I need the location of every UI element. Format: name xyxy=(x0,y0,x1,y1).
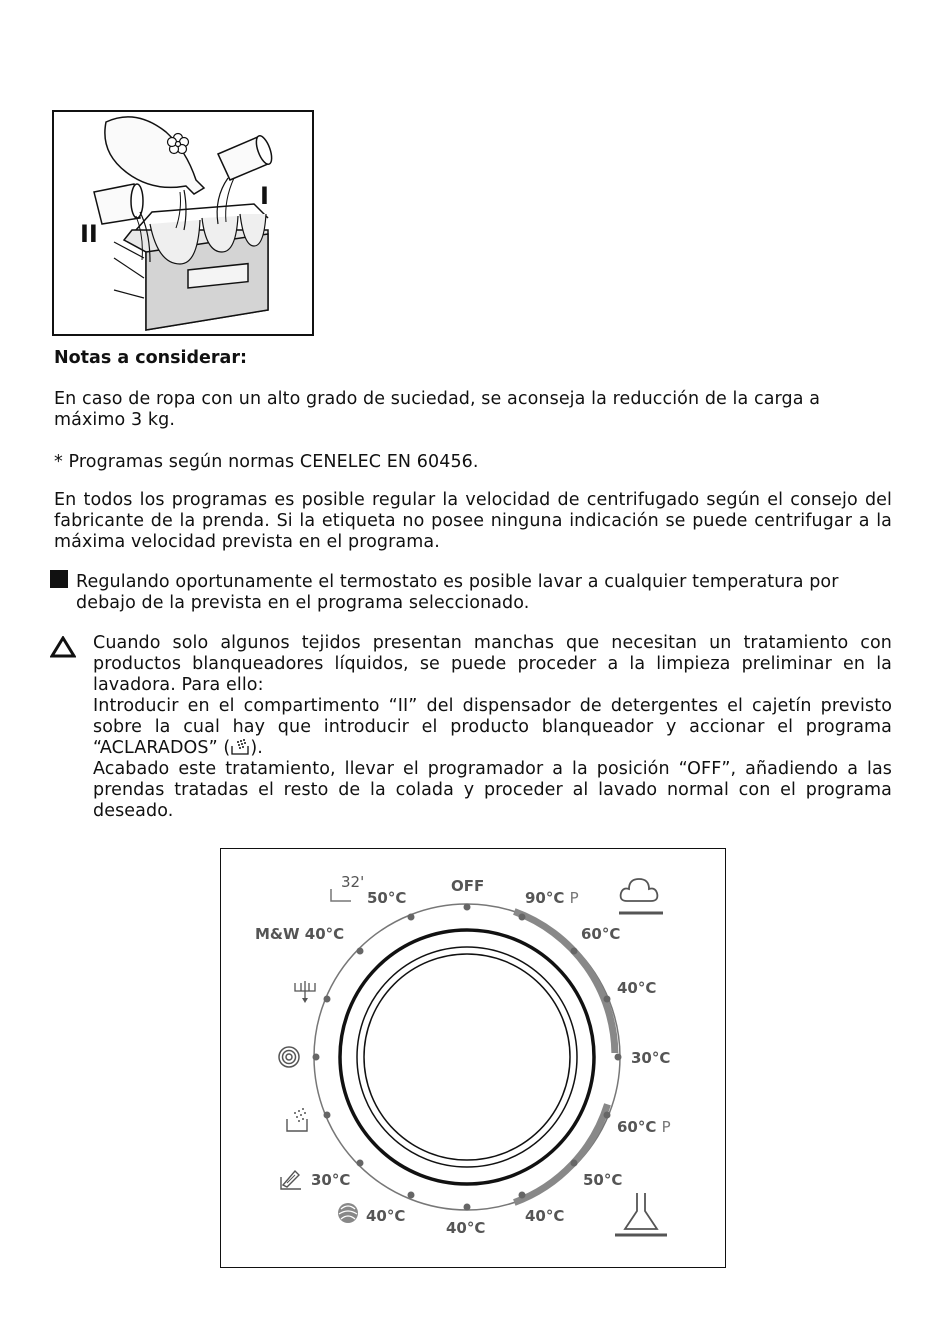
dot-drain xyxy=(324,996,331,1003)
note-paragraph-5 xyxy=(93,633,892,822)
drain-icon xyxy=(295,981,315,1003)
label-50c-quick: 50°C xyxy=(367,889,407,907)
dot-30b xyxy=(357,1160,364,1167)
spin-icon xyxy=(279,1047,299,1067)
dot-40a xyxy=(604,996,611,1003)
dot-50a xyxy=(408,914,415,921)
label-32-min: 32' xyxy=(341,873,365,891)
label-50c-synthetic: 50°C xyxy=(583,1171,623,1189)
note-paragraph-2: * Programas según normas CENELEC EN 60456. xyxy=(54,452,479,472)
note-paragraph-3: En todos los programas es posible regular la velocidad de centrifugado según el consejo del fabricante de la prenda. Si la etiqueta no posee ninguna indicación se puede centrifugar a la máxima velocidad prevista en el programa. xyxy=(54,490,892,552)
label-90c-temp: 90°C xyxy=(525,889,565,907)
dial-position-dots xyxy=(313,904,622,1211)
dot-off xyxy=(464,904,471,911)
dot-30a xyxy=(615,1054,622,1061)
label-mw-40c: M&W 40°C xyxy=(255,925,345,943)
wool-icon xyxy=(338,1203,358,1223)
note-paragraph-5c: Acabado este tratamiento, llevar el programador a la posición “OFF”, añadiendo a las prendas tratadas el resto de la colada y proceder al lavado normal con el programa deseado. xyxy=(93,759,892,821)
dispenser-illustration xyxy=(52,110,314,336)
note-paragraph-1: En caso de ropa con un alto grado de suciedad, se aconseja la reducción de la carga a máximo 3 kg. xyxy=(54,389,821,430)
label-60c-p-temp: 60°C xyxy=(617,1118,657,1136)
dot-40b xyxy=(519,1192,526,1199)
label-40c-synthetic: 40°C xyxy=(525,1207,565,1225)
dot-50b xyxy=(571,1160,578,1167)
black-square-icon xyxy=(50,570,68,588)
delicate-hand-icon xyxy=(281,1171,301,1189)
note-paragraph-5b xyxy=(93,696,892,759)
label-60c-p xyxy=(617,1118,671,1136)
dot-90 xyxy=(519,914,526,921)
compartment-II-label: II xyxy=(80,220,98,248)
label-60c-p-mark: P xyxy=(661,1118,671,1136)
rinse-icon xyxy=(287,1108,307,1131)
dot-delicate xyxy=(324,1112,331,1119)
dot-60p xyxy=(604,1112,611,1119)
label-40c-cotton: 40°C xyxy=(617,979,657,997)
dot-40c xyxy=(464,1204,471,1211)
note-paragraph-4: Regulando oportunamente el termostato es posible lavar a cualquier temperatura por debajo de la prevista en el programa seleccionado. xyxy=(76,572,839,613)
label-90c xyxy=(525,889,579,907)
program-dial-panel xyxy=(220,848,726,1268)
label-40c-bottom: 40°C xyxy=(446,1219,486,1237)
warning-triangle-icon xyxy=(50,636,76,658)
compartment-I-label: I xyxy=(260,182,269,210)
label-40c-wool: 40°C xyxy=(366,1207,406,1225)
dot-mw xyxy=(357,948,364,955)
rinse-icon xyxy=(230,738,250,756)
notes-heading: Notas a considerar: xyxy=(54,348,247,368)
label-30c-delicate: 30°C xyxy=(311,1171,351,1189)
note-paragraph-5b-text: Introducir en el compartimento “II” del dispensador de detergentes el cajetín previsto sobre la cual hay que introducir el producto blanqueador y accionar el programa “ACLARADOS” ( xyxy=(93,696,892,758)
dot-40d xyxy=(408,1192,415,1199)
label-off: OFF xyxy=(451,877,485,895)
note-paragraph-5b-end: ). xyxy=(250,738,263,758)
cotton-cloud-icon xyxy=(619,879,663,913)
note-paragraph-5a: Cuando solo algunos tejidos presentan manchas que necesitan un tratamiento con productos blanqueadores líquidos, se puede proceder a la limpieza preliminar en la lavadora. Para ello: xyxy=(93,633,892,695)
dot-spin xyxy=(313,1054,320,1061)
label-30c-cotton: 30°C xyxy=(631,1049,671,1067)
synthetic-flask-icon xyxy=(615,1193,667,1235)
label-60c-cotton: 60°C xyxy=(581,925,621,943)
label-90c-p: P xyxy=(569,889,579,907)
dot-60a xyxy=(571,948,578,955)
